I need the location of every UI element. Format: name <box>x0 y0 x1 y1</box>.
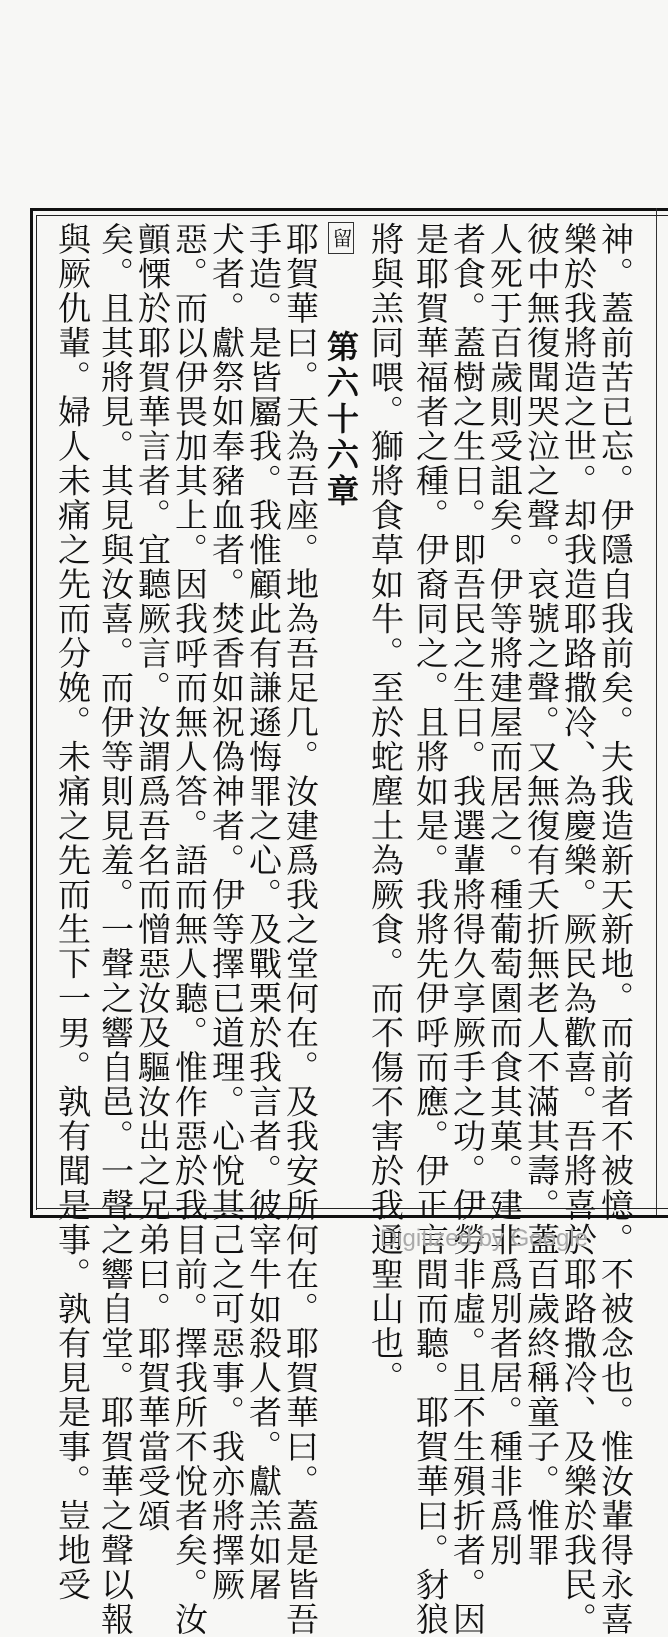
text-column-11: 惡。而以伊畏加其上。因我呼而無人答。語而無人聽。惟作惡於我目前。擇我所不悅者矣。汝 <box>170 222 209 1637</box>
digitized-watermark: Digitized by Google <box>379 1225 588 1252</box>
text-column-2: 樂於我將造之世。却我造耶路撒冷、為慶樂。厥民為歡喜。吾將喜於耶路撒冷、及樂於我民。 <box>559 222 598 1637</box>
text-column-10: 犬者。獻祭如奉豬血者。焚香如祝偽神者。伊等擇已道理。心悅其己之可惡事。我亦將擇厥 <box>207 222 246 1602</box>
frame-top-inner-rule <box>36 215 668 216</box>
text-column-7: 將與羔同喂。獅將食草如牛。至於蛇塵土為厥食。而不傷不害於我通聖山也。 <box>366 222 405 1395</box>
frame-left-inner-rule <box>36 215 37 1210</box>
text-column-6: 是耶賀華福者之種。伊裔同之。且將如是。我將先伊呼而應。伊正言間而聽。耶賀華曰。豺狼 <box>411 222 450 1637</box>
text-column-8: 耶賀華曰。天為吾座。地為吾足几。汝建爲我之堂何在。及我安所何在。耶賀華曰。蓋是皆吾 <box>281 222 320 1637</box>
text-column-1: 神。蓋前苦已忘。伊隱自我前矣。夫我造新天新地。而前者不被憶。不被念也。惟汝輩得永喜 <box>596 222 635 1637</box>
chapter-marker: 留 <box>328 222 354 254</box>
text-column-13: 矣。且其將見。其見與汝喜。而伊等則見羞。一聲之響自邑。一聲之響自堂。耶賀華之聲以報 <box>96 222 135 1637</box>
text-column-5: 者食。蓋樹之生日。即吾民之生日。我選輩將得久享厥手之功。伊勞非虛。且不生殞折者。因 <box>448 222 487 1637</box>
frame-left-rule <box>30 208 33 1218</box>
frame-right-rule <box>656 208 657 1218</box>
text-column-3: 彼中無復聞哭泣之聲。哀號之聲。又無復有夭折無老人不滿其壽。蓋百歲終稱童子。惟罪 <box>522 222 561 1568</box>
text-column-4: 人死于百歲則受詛矣。伊等將建屋而居之。種葡萄園而食其菓。建非爲別者居。種非爲別 <box>485 222 524 1568</box>
text-column-9: 手造。是皆屬我。我惟顧此有謙遜悔罪之心。及戰栗於我言者。彼宰牛如殺人者。獻羔如屠 <box>244 222 283 1602</box>
text-column-14: 與厥仇輩。婦人未痛之先而分娩。未痛之先而生下一男。孰有聞是事。孰有見是事。豈地受 <box>53 222 92 1602</box>
text-column-12: 顫慄於耶賀華言者。宜聽厥言。汝謂爲吾名而憎惡汝及驅汝出之兄弟曰。耶賀華當受頌 <box>133 222 172 1533</box>
chapter-title: 第六十六章 <box>322 330 360 510</box>
frame-top-rule <box>30 208 668 211</box>
